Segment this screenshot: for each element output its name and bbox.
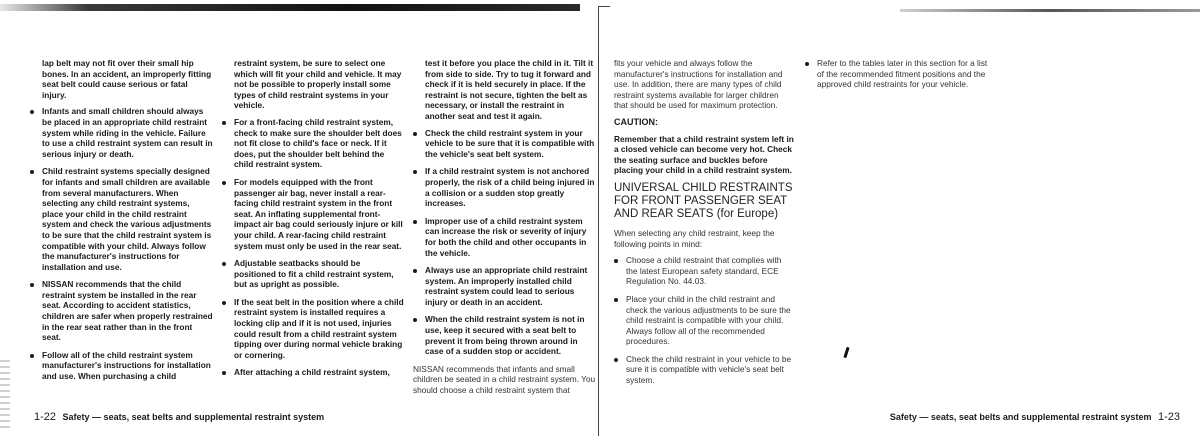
column-4 [614,58,794,393]
list-item: Choose a child restraint that complies with the latest European safety standard, ECE Regulation No. 44.03. [614,255,794,287]
col4-intro: When selecting any child restraint, keep the following points in mind: [614,227,775,249]
bullet-icon [413,132,417,136]
pen-mark [843,347,849,358]
column-2 [222,58,404,385]
col1-lead: lap belt may not fit over their small hip bones. In an accident, an improperly fitting seat belt could cause serious or fatal injury. [42,58,212,100]
column-3 [413,58,596,402]
page-number-left: 1-22 [34,411,57,423]
bullet-icon [222,301,226,305]
bullet-icon [614,298,618,302]
section-heading [614,182,794,221]
list-item: If a child restraint system is not anchored properly, the risk of a child being injured in a collision or a sudden stop greatly increases. [413,166,596,208]
bullet-icon [30,110,34,114]
page-number-right: 1-23 [1157,411,1180,423]
list-item: Always use an appropriate child restraint system. An improperly installed child restraint system could lead to serious injury or death in an accident. [413,265,596,307]
bullet-icon [413,318,417,322]
bullet-icon [413,269,417,273]
caution-label: CAUTION: [614,116,658,127]
col3-lead: test it before you place the child in it. Tilt it from side to side. Try to tug it forward and check if it is held securely in place. If the restraint is not secure, tighten the belt as necessary, or install the restraint in another seat and test it again. [425,58,594,121]
caution-text: Remember that a child restraint system left in a closed vehicle can become very hot. Check the seating surface and buckles before placing your child in a child restraint system. [614,133,794,176]
list-item: Check the child restraint system in your vehicle to be sure that it is compatible with the vehicle's seat belt system. [413,128,596,160]
bullet-icon [30,283,34,287]
column-5 [805,58,988,97]
col5-bullet-list [805,58,988,90]
bullet-icon [614,358,618,362]
list-item: Child restraint systems specially designed for infants and small children are available from several manufacturers. When selecting any child restraint systems, place your child in the child restraint system and check the various adjustments to be sure that the child restraint system is compatible with your child. Always follow the manufacturer's instructions for installation and use. [30,166,213,272]
bullet-icon [805,62,809,66]
footer-right [890,411,1180,423]
col3-bullet-list [413,128,596,357]
heading-line-2: FOR FRONT PASSENGER SEAT [614,194,788,207]
scan-edge-left [0,4,580,11]
footer-left [34,411,324,423]
heading-line-1: UNIVERSAL CHILD RESTRAINTS [614,181,793,194]
page-gutter [598,6,599,436]
list-item: Follow all of the child restraint system manufacturer's instructions for installation and use. When purchasing a child [30,350,213,382]
list-item: For models equipped with the front passenger air bag, never install a rear-facing child restraint system in the front seat. An inflating supplemental front-impact air bag could seriously injure or kill your child. A rear-facing child restraint system must only be used in the rear seat. [222,177,404,251]
list-item: For a front-facing child restraint system, check to make sure the shoulder belt does not fit close to child's face or neck. If it does, put the shoulder belt behind the child restraint system. [222,117,404,170]
bullet-icon [413,220,417,224]
list-item: Improper use of a child restraint system can increase the risk or severity of injury for both the child and other occupants in the vehicle. [413,216,596,258]
bullet-icon [222,121,226,125]
bullet-icon [30,170,34,174]
footer-title-left: Safety — seats, seat belts and supplemental restraint system [62,412,325,422]
list-item: Adjustable seatbacks should be positioned to fit a child restraint system, but as upright as possible. [222,258,404,290]
list-item: Check the child restraint in your vehicle to be sure it is compatible with vehicle's seat belt system. [614,354,794,386]
bullet-icon [30,354,34,358]
heading-line-3: AND REAR SEATS [614,207,714,220]
scan-edge-right [900,9,1200,12]
bullet-icon [222,371,226,375]
list-item: Infants and small children should always be placed in an appropriate child restraint system while riding in the vehicle. Failure to use a child restraint system can result in serious injury or death. [30,106,213,159]
bullet-icon [413,170,417,174]
col1-bullet-list [30,106,213,381]
list-item: After attaching a child restraint system, [222,367,404,378]
edge-scan-marks [0,360,10,430]
bullet-icon [222,262,226,266]
list-item: NISSAN recommends that the child restraint system be installed in the rear seat. According to accident statistics, children are safer when properly restrained in the rear seat rather than in the front seat. [30,279,213,343]
col2-lead: restraint system, be sure to select one which will fit your child and vehicle. It may not be possible to properly install some types of child restraint systems in your vehicle. [234,58,402,111]
heading-suffix: (for Europe) [716,207,779,220]
col4-lead: fits your vehicle and always follow the manufacturer's instructions for installation and use. In addition, there are many types of child restraint systems available for larger children that should be used for maximum protection. [614,58,783,111]
list-item: When the child restraint system is not in use, keep it secured with a seat belt to prevent it from being thrown around in case of a sudden stop or accident. [413,314,596,356]
column-1 [30,58,213,389]
list-item: Place your child in the child restraint and check the various adjustments to be sure the child restraint is compatible with your child. Always follow all of the recommended procedures. [614,294,794,347]
list-item: Refer to the tables later in this section for a list of the recommended fitment positions and the approved child restraints for your vehicle. [805,58,988,90]
col4-bullet-list [614,255,794,386]
bullet-icon [614,259,618,263]
gutter-tick [598,6,610,7]
footer-title-right: Safety — seats, seat belts and supplemental restraint system [889,412,1152,422]
col3-tail: NISSAN recommends that infants and small children be seated in a child restraint system. You should choose a child restraint system that [413,363,596,396]
col2-bullet-list [222,117,404,378]
list-item: If the seat belt in the position where a child restraint system is installed requires a locking clip and if it is not used, injuries could result from a child restraint system tipping over during normal vehicle braking or cornering. [222,297,404,361]
bullet-icon [222,181,226,185]
